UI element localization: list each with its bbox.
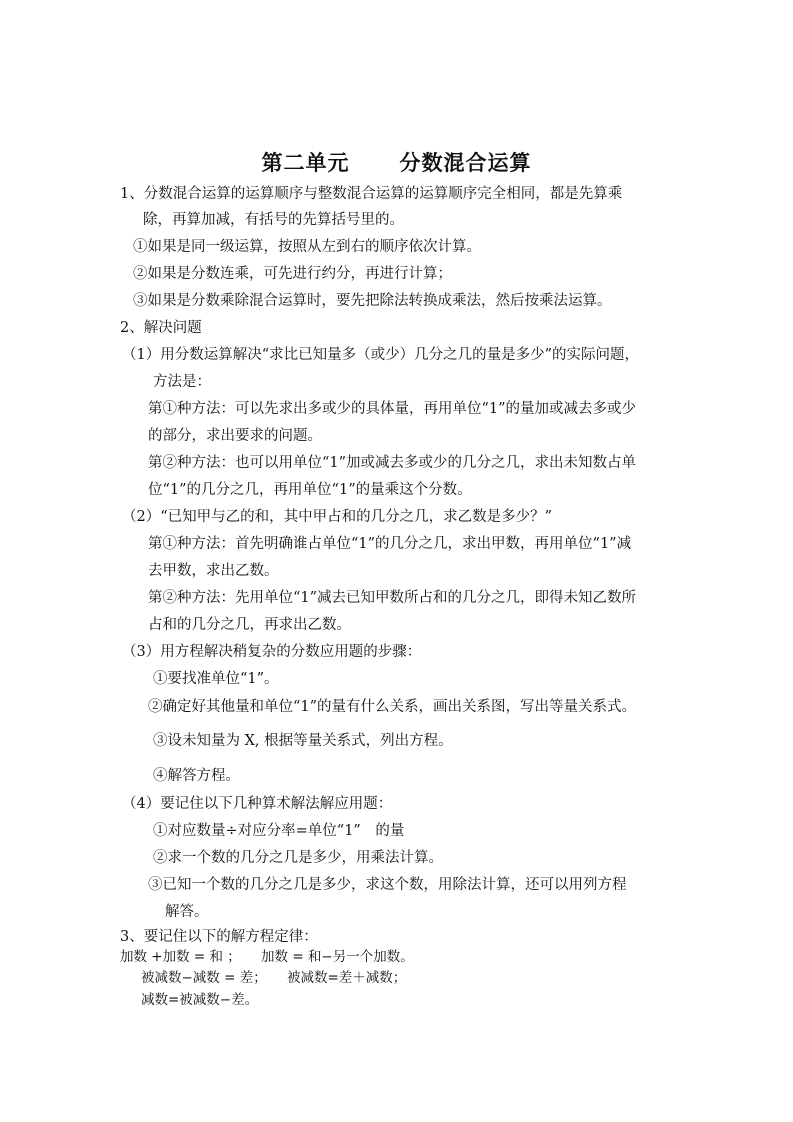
text-line: 第①种方法：首先明确谁占单位“1”的几分之几，求出甲数，再用单位“1”减 — [148, 536, 632, 552]
section-heading: 2、解决问题 — [120, 320, 202, 336]
text-line: ①如果是同一级运算，按照从左到右的顺序依次计算。 — [133, 239, 481, 255]
text-line: ①要找准单位“1”。 — [153, 671, 279, 687]
text-line: （1）用分数运算解决“求比已知量多（或少）几分之几的量是多少”的实际问题， — [122, 347, 640, 363]
text-line: ②求一个数的几分之几是多少，用乘法计算。 — [153, 850, 443, 866]
text-line: 第②种方法：先用单位“1”减去已知甲数所占和的几分之几，即得未知乙数所 — [148, 590, 637, 606]
text-line: ③如果是分数乘除混合运算时，要先把除法转换成乘法，然后按乘法运算。 — [133, 293, 612, 309]
text-line: ③设未知量为 X, 根据等量关系式，列出方程。 — [153, 733, 453, 749]
text-line: 去甲数，求出乙数。 — [148, 563, 279, 579]
title-unit: 第二单元 — [261, 150, 350, 175]
page-title — [0, 147, 793, 177]
text-line: 1、分数混合运算的运算顺序与整数混合运算的运算顺序完全相同，都是先算乘 — [120, 186, 623, 202]
equation-line: 加数 +加数 = 和 ； 加数 = 和−另一个加数。 — [120, 949, 414, 965]
text-line: ④解答方程。 — [153, 768, 240, 784]
text-line: （2）“已知甲与乙的和，其中甲占和的几分之几，求乙数是多少？” — [122, 509, 553, 525]
text-line: 占和的几分之几，再求出乙数。 — [148, 617, 351, 633]
text-line: ③已知一个数的几分之几是多少，求这个数，用除法计算，还可以用列方程 — [148, 877, 627, 893]
text-line: 位“1”的几分之几，再用单位“1”的量乘这个分数。 — [148, 482, 472, 498]
equation-line: 被减数−减数 = 差； 被减数=差＋减数； — [141, 970, 407, 986]
equation-line: 减数=被减数−差。 — [141, 992, 259, 1008]
text-line: 第①种方法：可以先求出多或少的具体量，再用单位“1”的量加或减去多或少 — [148, 401, 637, 417]
text-line: 第②种方法：也可以用单位“1”加或减去多或少的几分之几，求出未知数占单 — [148, 455, 637, 471]
text-line: （4）要记住以下几种算术解法解应用题： — [122, 796, 393, 812]
text-line: （3）用方程解决稍复杂的分数应用题的步骤： — [122, 644, 422, 660]
text-line: ①对应数量÷对应分率=单位“1” 的量 — [153, 823, 405, 839]
section-heading: 3、要记住以下的解方程定律： — [120, 929, 318, 945]
title-topic: 分数混合运算 — [399, 150, 532, 175]
text-line: 解答。 — [165, 904, 209, 920]
text-line: ②如果是分数连乘，可先进行约分，再进行计算； — [133, 266, 452, 282]
text-line: ②确定好其他量和单位“1”的量有什么关系，画出关系图，写出等量关系式。 — [148, 699, 637, 715]
text-line: 除，再算加减，有括号的先算括号里的。 — [143, 212, 404, 228]
text-line: 的部分，求出要求的问题。 — [148, 428, 322, 444]
text-line: 方法是： — [153, 374, 211, 390]
